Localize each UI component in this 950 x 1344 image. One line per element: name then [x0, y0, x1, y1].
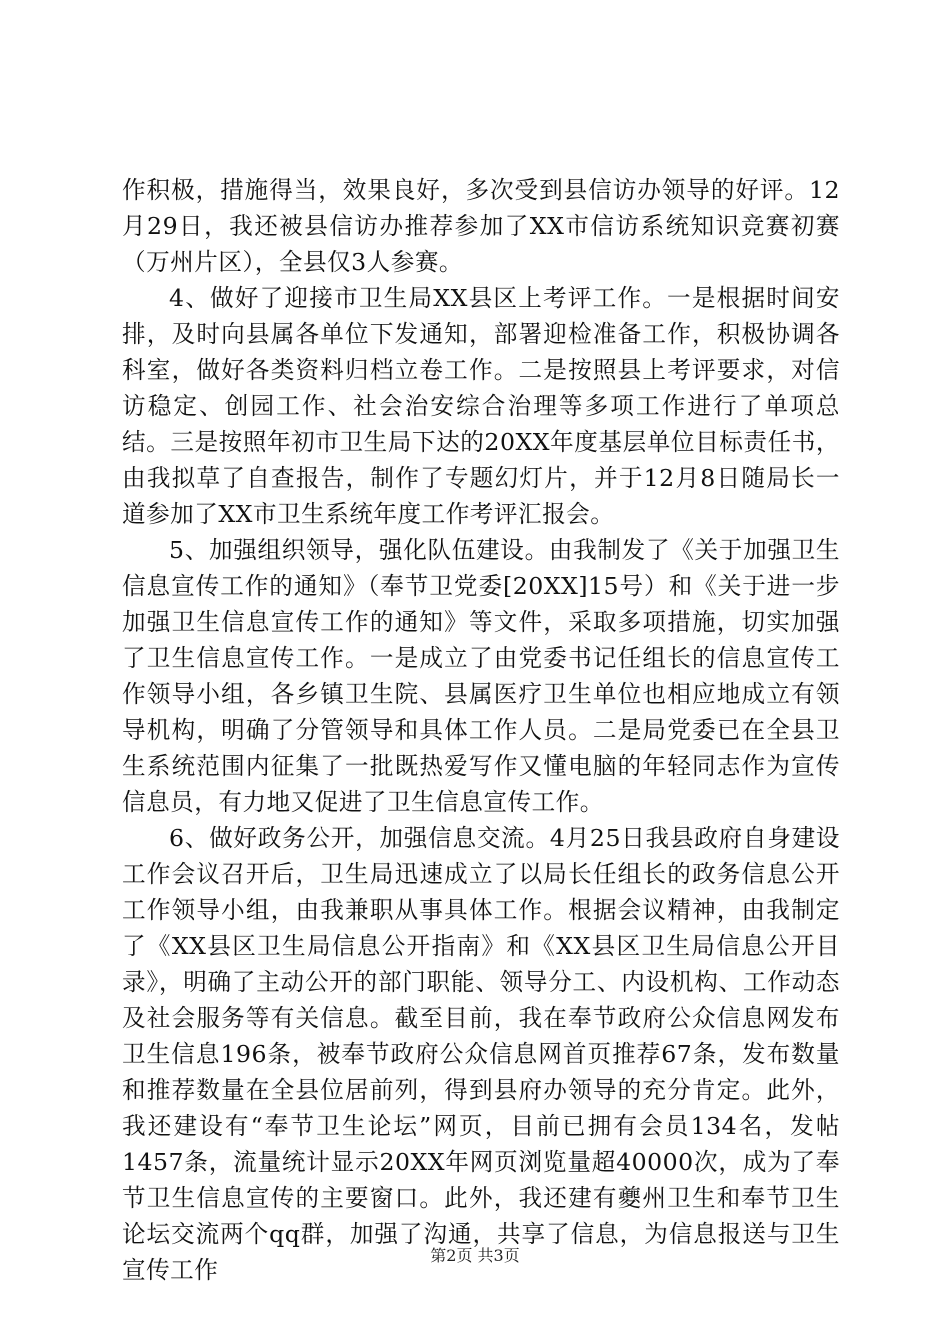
page-number: 第2页 共3页 — [430, 1246, 520, 1265]
paragraph-1: 作积极，措施得当，效果良好，多次受到县信访办领导的好评。12月29日，我还被县信访办推荐参加了XX市信访系统知识竞赛初赛（万州片区），全县仅3人参赛。 — [122, 176, 840, 276]
paragraph-3: 5、加强组织领导，强化队伍建设。由我制发了《关于加强卫生信息宣传工作的通知》（奉节卫党委[20XX]15号）和《关于进一步加强卫生信息宣传工作的通知》等文件，采取多项措施，切实加强了卫生信息宣传工作。一是成立了由党委书记任组长的信息宣传工作领导小组，各乡镇卫生院、县属医疗卫生单位也相应地成立有领导机构，明确了分管领导和具体工作人员。二是局党委已在全县卫生系统范围内征集了一批既热爱写作又懂电脑的年轻同志作为宣传信息员，有力地又促进了卫生信息宣传工作。 — [122, 536, 840, 816]
paragraph-4: 6、做好政务公开，加强信息交流。4月25日我县政府自身建设工作会议召开后，卫生局迅速成立了以局长任组长的政务信息公开工作领导小组，由我兼职从事具体工作。根据会议精神，由我制定了《XX县区卫生局信息公开指南》和《XX县区卫生局信息公开目录》，明确了主动公开的部门职能、领导分工、内设机构、工作动态及社会服务等有关信息。截至目前，我在奉节政府公众信息网发布卫生信息196条，被奉节政府公众信息网首页推荐67条，发布数量和推荐数量在全县位居前列，得到县府办领导的充分肯定。此外，我还建设有“奉节卫生论坛”网页，目前已拥有会员134名，发帖1457条，流量统计显示20XX年网页浏览量超40000次，成为了奉节卫生信息宣传的主要窗口。此外，我还建有夔州卫生和奉节卫生论坛交流两个qq群，加强了沟通，共享了信息，为信息报送与卫生宣传工作 — [122, 824, 840, 1284]
paragraph-2: 4、做好了迎接市卫生局XX县区上考评工作。一是根据时间安排，及时向县属各单位下发通知，部署迎检准备工作，积极协调各科室，做好各类资料归档立卷工作。二是按照县上考评要求，对信访稳定、创园工作、社会治安综合治理等多项工作进行了单项总结。三是按照年初市卫生局下达的20XX年度基层单位目标责任书，由我拟草了自查报告，制作了专题幻灯片，并于12月8日随局长一道参加了XX市卫生系统年度工作考评汇报会。 — [122, 284, 840, 528]
document-body — [122, 172, 840, 1288]
page-footer — [0, 1245, 950, 1267]
